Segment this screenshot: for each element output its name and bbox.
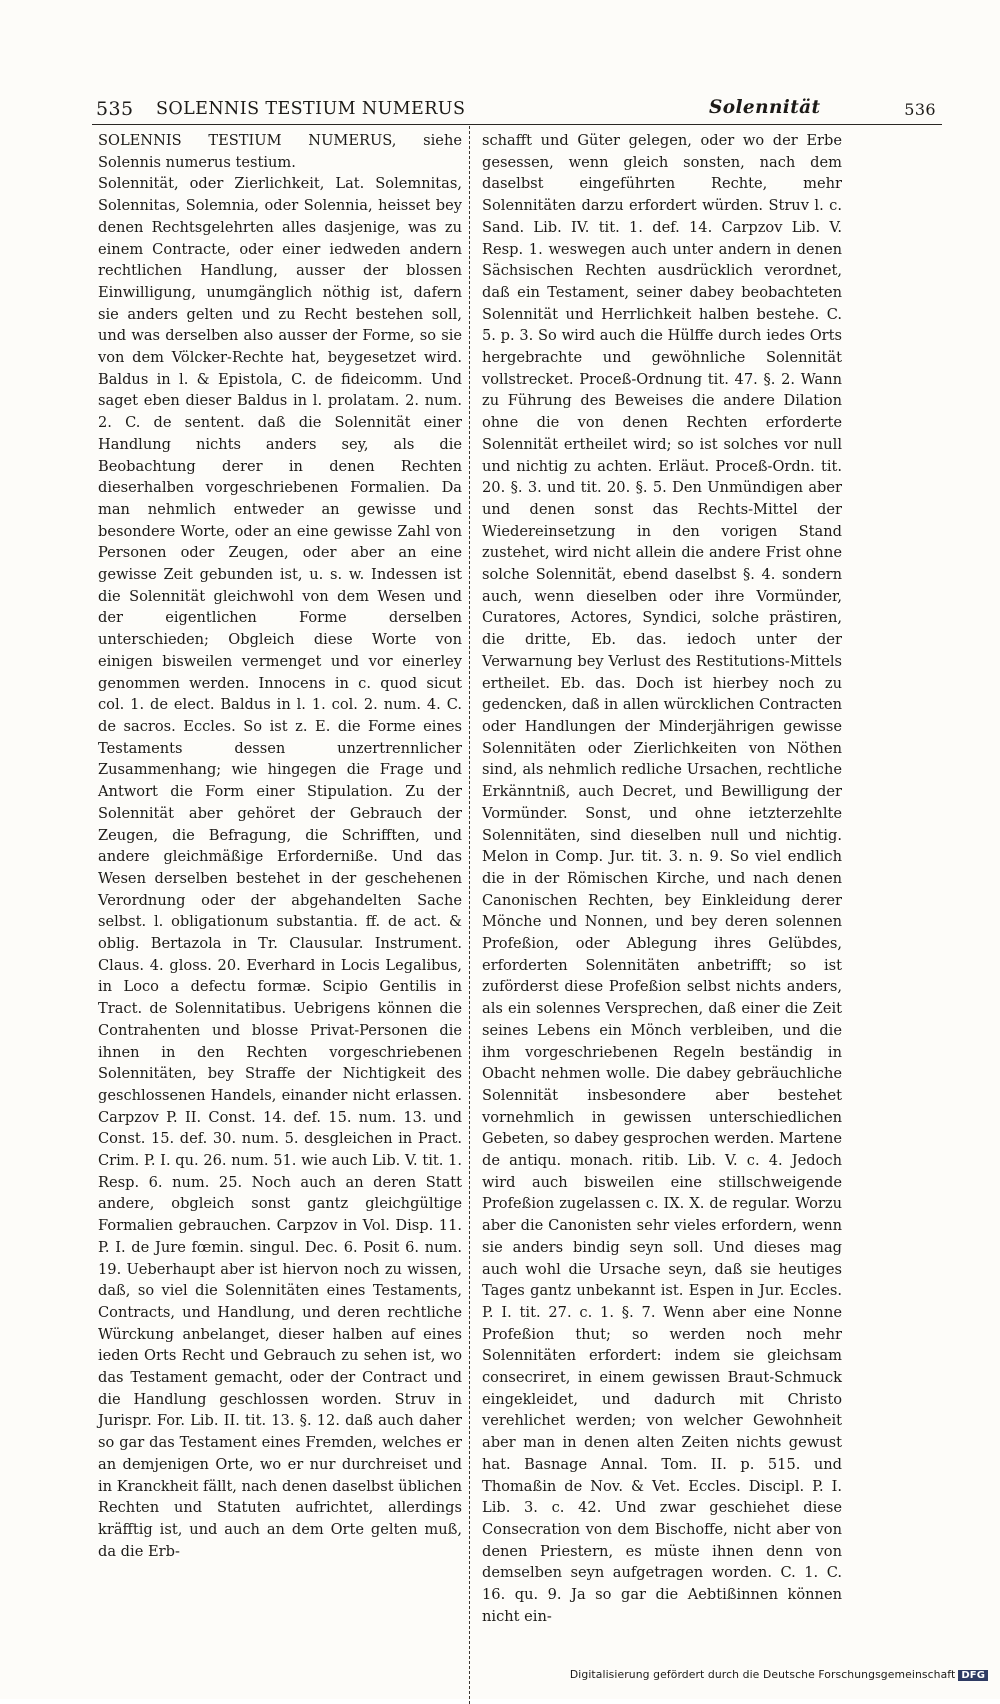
footer-text: Digitalisierung gefördert durch die Deutsche Forschungsgemeinschaft: [569, 1668, 956, 1681]
running-header: [92, 98, 942, 125]
entry-continuation: schafft und Güter gelegen, oder wo der Erbe gesessen, wenn gleich sonsten, nach dem daselbst eingeführten Rechte, mehr Solennitäten darzu erfordert würden. Struv l. c. Sand. Lib. IV. tit. 1. def. 14. Carpzov Lib. V. Resp. 1. weswegen auch unter andern in denen Sächsischen Rechten ausdrücklich verordnet, daß ein Testament, seiner dabey beobachteten Solennität und Herrlichkeit halben bestehe. C. 5. p. 3. So wird auch die Hülffe durch iedes Orts hergebrachte und gewöhnliche Solennität vollstrecket. Proceß-Ordnung tit. 47. §. 2. Wann zu Führung des Beweises die andere Dilation ohne die von denen Rechten erforderte Solennität ertheilet wird; so ist solches vor null und nichtig zu achten. Erläut. Proceß-Ordn. tit. 20. §. 3. und tit. 20. §. 5. Den Unmündigen aber und denen sonst das Rechts-Mittel der Wiedereinsetzung in den vorigen Stand zustehet, wird nicht allein die andere Frist ohne solche Solennität, ebend daselbst §. 4. sondern auch, wenn dieselben oder ihre Vormünder, Curatores, Actores, Syndici, solche prästiren, die dritte, Eb. das. iedoch unter der Verwarnung bey Verlust des Restitutions-Mittels ertheilet. Eb. das. Doch ist hierbey noch zu gedencken, daß in allen würcklichen Contracten oder Handlungen der Minderjährigen gewisse Solennitäten oder Zierlichkeiten von Nöthen sind, als nehmlich redliche Ursachen, rechtliche Erkänntniß, auch Decret, und Bewilligung der Vormünder. Sonst, und ohne ietzterzehlte Solennitäten, sind dieselben null und nichtig. Melon in Comp. Jur. tit. 3. n. 9. So viel endlich die in der Römischen Kirche, und nach denen Canonischen Rechten, bey Einkleidung derer Mönche und Nonnen, und bey deren solennen Profeßion, oder Ablegung ihres Gelübdes, erforderten Solennitäten anbetrifft; so ist zuförderst diese Profeßion selbst nichts anders, als ein solennes Versprechen, daß einer die Zeit seines Lebens ein Mönch verbleiben, und die ihm vorgeschriebenen Regeln beständig in Obacht nehmen wolle. Die dabey gebräuchliche Solennität insbesondere aber bestehet vornehmlich in gewissen unterschiedlichen Gebeten, so dabey gesprochen werden. Martene de antiqu. monach. ritib. Lib. V. c. 4. Jedoch wird auch bisweilen eine stillschweigende Profeßion zugelassen c. IX. X. de regular. Worzu aber die Canonisten sehr vieles erfordern, wenn sie anders bindig seyn soll. Und dieses mag auch wohl die Ursache seyn, daß sie heutiges Tages gantz unbekannt ist. Espen in Jur. Eccles. P. I. tit. 27. c. 1. §. 7. Wenn aber eine Nonne Profeßion thut; so werden noch mehr Solennitäten erfordert: indem sie gleichsam consecriret, in einem gewissen Braut-Schmuck eingekleidet, und dadurch mit Christo verehlichet werden; von welcher Gewohnheit aber man in denen alten Zeiten nichts gewust hat. Basnage Annal. Tom. II. p. 515. und Thomaßin de Nov. & Vet. Eccles. Discipl. P. I. Lib. 3. c. 42. Und zwar geschiehet diese Consecration von dem Bischoffe, nicht aber von denen Priestern, es müste ihnen denn von demselben seyn aufgetragen worden. C. 1. C. 16. qu. 9. Ja so gar die Aebtißinnen können nicht ein-: [482, 132, 843, 1625]
running-title-right: Solennität: [709, 97, 821, 118]
right-column: [482, 130, 842, 1628]
column-divider: [469, 126, 470, 1704]
digitization-footer: [570, 1668, 988, 1681]
left-column: [98, 130, 462, 1562]
entry-cross-reference: SOLENNIS TESTIUM NUMERUS, siehe Solennis numerus testium.: [98, 132, 462, 171]
entry-solennitaet: Solennität, oder Zierlichkeit, Lat. Solemnitas, Solennitas, Solemnia, oder Solennia, heisset bey denen Rechtsgelehrten alles dasjenige, was zu einem Contracte, oder einer iedweden andern rechtlichen Handlung, ausser der blossen Einwilligung, unumgänglich nöthig ist, dafern sie anders gelten und zu Recht bestehen soll, und was derselben also ausser der Forme, so sie von dem Völcker-Rechte hat, beygesetzet wird. Baldus in l. & Epistola, C. de fideicomm. Und saget eben dieser Baldus in l. prolatam. 2. num. 2. C. de sentent. daß die Solennität einer Handlung nichts anders sey, als die Beobachtung derer in denen Rechten dieserhalben vorgeschriebenen Formalien. Da man nehmlich entweder an gewisse und besondere Worte, oder an eine gewisse Zahl von Personen oder Zeugen, oder aber an eine gewisse Zeit gebunden ist, u. s. w. Indessen ist die Solennität gleichwohl von dem Wesen und der eigentlichen Forme derselben unterschieden; Obgleich diese Worte von einigen bisweilen vermenget und vor einerley genommen werden. Innocens in c. quod sicut col. 1. de elect. Baldus in l. 1. col. 2. num. 4. C. de sacros. Eccles. So ist z. E. die Forme eines Testaments dessen unzertrennlicher Zusammenhang; wie hingegen die Frage und Antwort die Form einer Stipulation. Zu der Solennität aber gehöret der Gebrauch der Zeugen, die Befragung, die Schrifften, und andere gleichmäßige Erforderniße. Und das Wesen derselben bestehet in der geschehenen Verordnung oder der abgehandelten Sache selbst. l. obligationum substantia. ff. de act. & oblig. Bertazola in Tr. Clausular. Instrument. Claus. 4. gloss. 20. Everhard in Locis Legalibus, in Loco a defectu formæ. Scipio Gentilis in Tract. de Solennitatibus. Uebrigens können die Contrahenten und blosse Privat-Personen die ihnen in den Rechten vorgeschriebenen Solennitäten, bey Straffe der Nichtigkeit des geschlossenen Handels, einander nicht erlassen. Carpzov P. II. Const. 14. def. 15. num. 13. und Const. 15. def. 30. num. 5. desgleichen in Pract. Crim. P. I. qu. 26. num. 51. wie auch Lib. V. tit. 1. Resp. 6. num. 25. Noch auch an deren Statt andere, obgleich sonst gantz gleichgültige Formalien gebrauchen. Carpzov in Vol. Disp. 11. P. I. de Jure fœmin. singul. Dec. 6. Posit 6. num. 19. Ueberhaupt aber ist hiervon noch zu wissen, daß, so viel die Solennitäten eines Testaments, Contracts, und Handlung, und deren rechtliche Würckung anbelanget, dieser halben auf eines ieden Orts Recht und Gebrauch zu sehen ist, wo das Testament gemacht, oder der Contract und die Handlung geschlossen worden. Struv in Jurispr. For. Lib. II. tit. 13. §. 12. daß auch daher so gar das Testament eines Fremden, welches er an demjenigen Orte, wo er nur durchreiset und in Kranckheit fällt, nach denen daselbst üblichen Rechten und Statuten aufrichtet, allerdings kräfftig ist, und auch an dem Orte gelten muß, da die Erb-: [98, 175, 462, 1560]
dfg-logo: DFG: [958, 1670, 988, 1681]
page-number-left: 535: [96, 98, 134, 120]
page-number-right: 536: [904, 100, 936, 119]
running-title-left: SOLENNIS TESTIUM NUMERUS: [156, 99, 466, 119]
